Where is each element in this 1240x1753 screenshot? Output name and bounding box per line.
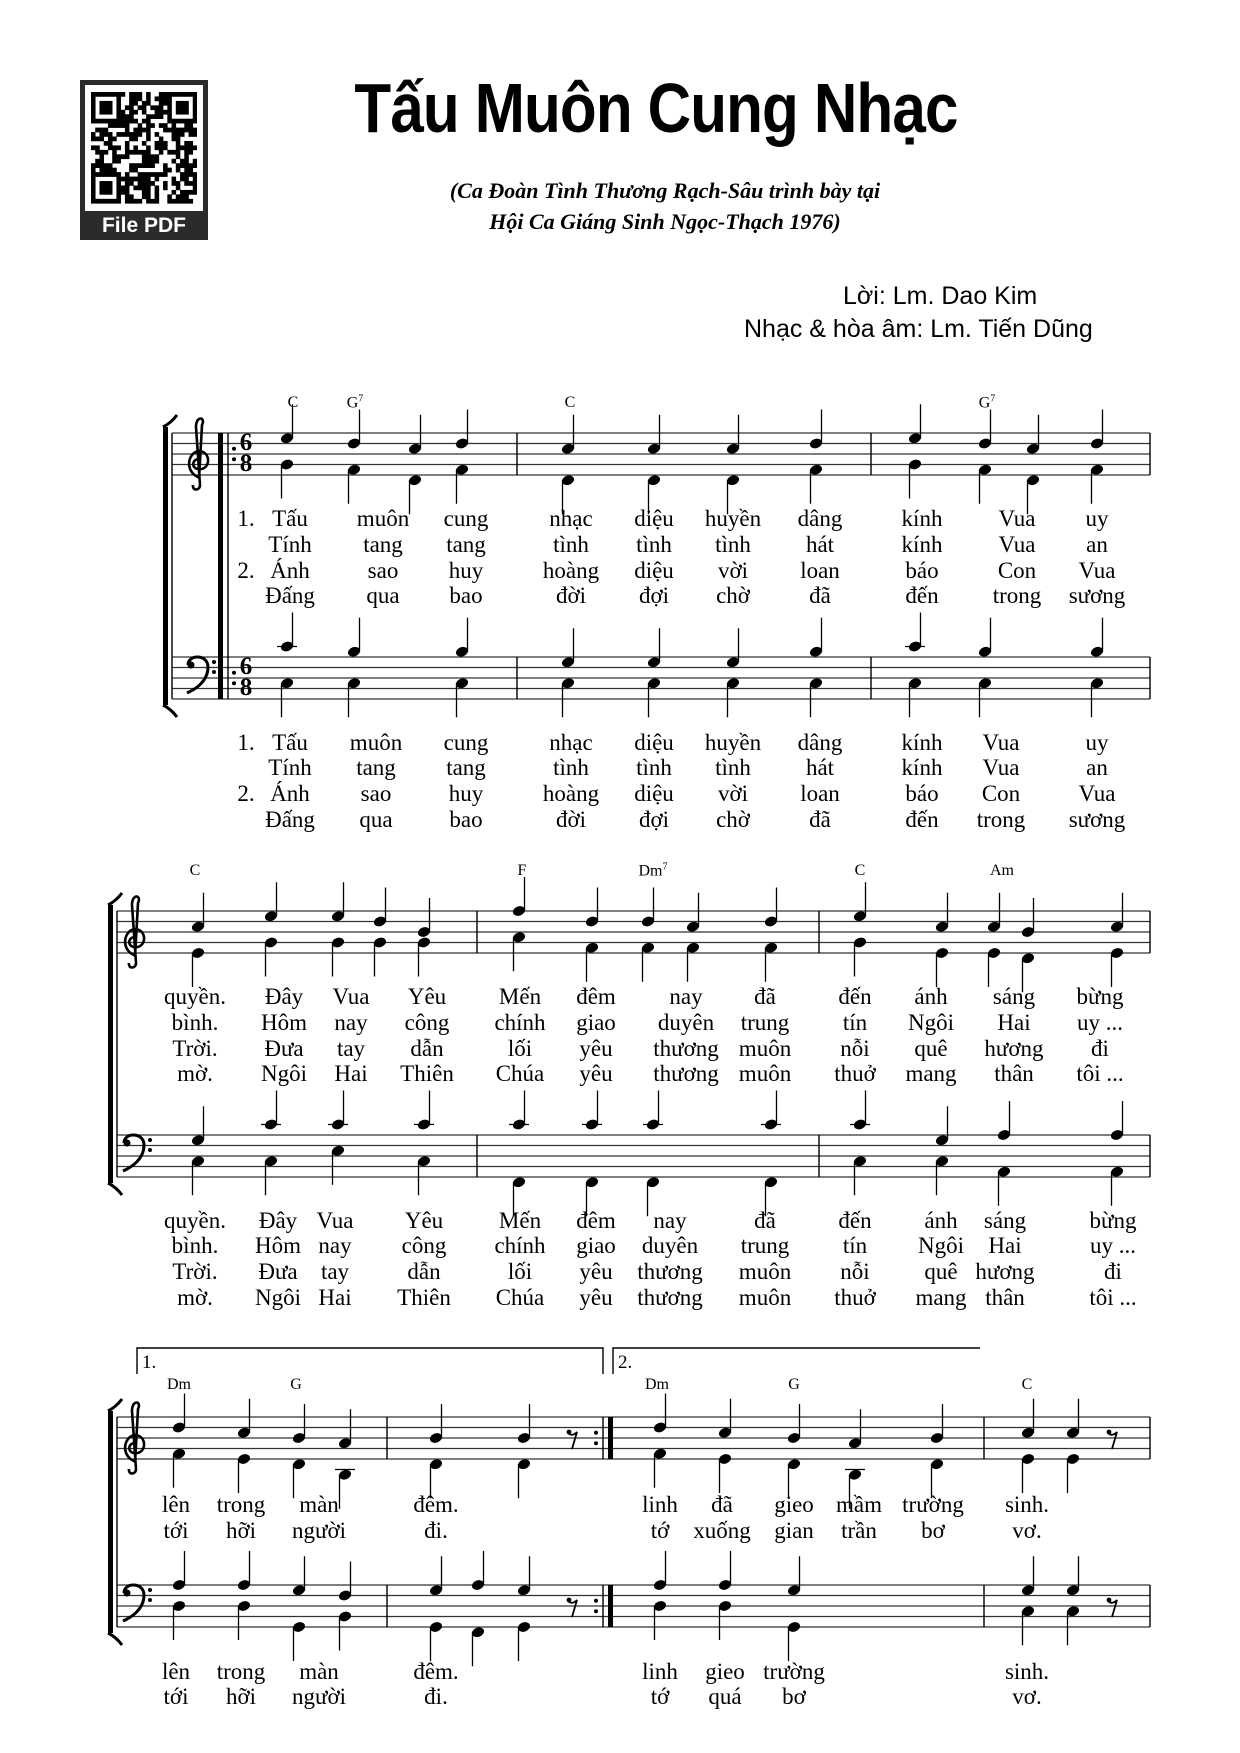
lyric-syllable: thương (637, 1285, 703, 1310)
lyric-syllable: đã (809, 807, 831, 832)
lyric-syllable: quyền. (164, 1208, 226, 1233)
chord-root: C (287, 394, 299, 411)
lyric-syllable: gieo (774, 1492, 814, 1517)
bass-clef-dot (148, 1148, 152, 1152)
lyric-syllable: tình (553, 755, 589, 780)
chord-symbol (167, 1376, 191, 1394)
chord-root: Dm (167, 1376, 191, 1393)
lyric-syllable: tang (363, 532, 403, 557)
verse-number: 1. (237, 506, 255, 531)
lyric-syllable: dâng (797, 506, 843, 531)
lyric-syllable: tôi ... (1089, 1285, 1137, 1310)
lyric-syllable: Hai (318, 1285, 352, 1310)
lyric-syllable: sương (1068, 807, 1126, 832)
lyric-syllable: an (1086, 532, 1108, 557)
lyric-syllable: Vua (1078, 558, 1116, 583)
lyric-syllable: yêu (579, 1061, 613, 1086)
lyric-syllable: huyền (704, 730, 762, 755)
bass-clef-dot (212, 670, 216, 674)
lyric-syllable: mờ. (177, 1061, 213, 1086)
lyric-syllable: nhạc (549, 730, 593, 755)
lyric-syllable: Vua (316, 1208, 354, 1233)
bracket-bottom (108, 1633, 122, 1645)
lyric-syllable: nhạc (549, 506, 593, 531)
lyric-syllable: Thiên (397, 1285, 451, 1310)
chord-root: Am (990, 862, 1014, 879)
lyric-syllable: loan (800, 558, 840, 583)
lyric-syllable: đời (555, 583, 587, 608)
lyric-syllable: yêu (579, 1259, 613, 1284)
lyricist-credit: Lời: Lm. Dao Kim (843, 282, 1038, 310)
lyric-syllable: vời (717, 781, 749, 806)
chord-symbol (190, 862, 201, 880)
lyric-syllable: tín (842, 1010, 868, 1035)
chord-root: G (290, 1376, 302, 1393)
lyric-syllable: qua (366, 583, 400, 608)
lyric-syllable: vơ. (1012, 1518, 1042, 1543)
eighth-rest-icon (568, 1600, 577, 1617)
subtitle-line-1: (Ca Đoàn Tình Thương Rạch-Sâu trình bày tại (449, 178, 881, 203)
lyric-syllable: Hai (988, 1233, 1022, 1258)
lyric-syllable: kính (901, 532, 943, 557)
lyric-syllable: muôn (349, 730, 403, 755)
lyric-syllable: đi (1091, 1036, 1109, 1061)
lyric-syllable: ánh (914, 984, 948, 1009)
lyric-syllable: quê (924, 1259, 958, 1284)
lyric-syllable: Ánh (270, 558, 310, 583)
lyric-syllable: người (291, 1684, 347, 1709)
lyric-syllable: Đấng (265, 807, 315, 832)
bracket-top (108, 893, 122, 905)
lyric-syllable: Tấu (272, 730, 308, 755)
lyric-syllable: đã (711, 1492, 733, 1517)
eighth-rest-dot (567, 1430, 572, 1435)
lyric-syllable: đi. (424, 1518, 448, 1543)
lyric-syllable: hỡi (225, 1684, 257, 1709)
lyric-syllable: Đây (264, 984, 304, 1009)
lyric-syllable: tớ (650, 1684, 670, 1709)
lyric-syllable: Con (997, 558, 1037, 583)
lyric-syllable: công (404, 1010, 450, 1035)
lyric-syllable: đã (754, 1208, 776, 1233)
bracket-bottom (163, 705, 177, 717)
lyric-syllable: trần (841, 1518, 877, 1543)
treble-clef-icon (125, 897, 144, 968)
lyric-syllable: Ngôi (261, 1061, 307, 1086)
composer-credit: Nhạc & hòa âm: Lm. Tiến Dũng (744, 315, 1093, 343)
bass-clef-dot (188, 662, 195, 669)
lyric-syllable: Ánh (270, 781, 310, 806)
lyric-syllable: quê (914, 1036, 948, 1061)
song-title: Tấu Muôn Cung Nhạc (354, 69, 958, 147)
chord-symbol (788, 1376, 800, 1394)
lyric-syllable: tôi ... (1076, 1061, 1124, 1086)
chord-root: C (564, 394, 576, 411)
lyric-syllable: gian (774, 1518, 814, 1543)
repeat-start-thick-bar (218, 433, 223, 475)
lyric-syllable: Chúa (495, 1061, 545, 1086)
lyric-syllable: thương (653, 1061, 719, 1086)
lyric-syllable: Chúa (495, 1285, 545, 1310)
chord-root: Dm (645, 1376, 669, 1393)
lyric-syllable: chính (494, 1233, 546, 1258)
lyric-syllable: báo (905, 781, 939, 806)
lyric-syllable: Đưa (264, 1036, 304, 1061)
volta-1-label: 1. (142, 1352, 157, 1373)
lyric-syllable: nay (669, 984, 703, 1009)
volta-2-bracket (613, 1348, 980, 1374)
lyric-syllable: đến (838, 984, 872, 1009)
lyric-syllable: uy ... (1090, 1233, 1136, 1258)
lyric-syllable: tới (163, 1684, 189, 1709)
lyric-syllable: đi (1104, 1259, 1122, 1284)
lyric-syllable: Hai (997, 1010, 1031, 1035)
lyric-syllable: tang (446, 755, 486, 780)
chord-root: C (854, 862, 866, 879)
lyric-syllable: Tính (268, 532, 312, 557)
lyric-syllable: sao (367, 558, 399, 583)
lyric-syllable: trong (216, 1659, 266, 1684)
lyric-syllable: huyền (704, 506, 762, 531)
lyric-syllable: giao (576, 1010, 616, 1035)
repeat-dot (594, 1609, 598, 1613)
lyric-syllable: muôn (738, 1285, 792, 1310)
lyric-syllable: đã (754, 984, 776, 1009)
chord-extension: 7 (358, 393, 364, 405)
lyric-syllable: công (401, 1233, 447, 1258)
lyric-syllable: muôn (356, 506, 410, 531)
verse-number: 1. (237, 730, 255, 755)
lyric-syllable: muôn (738, 1061, 792, 1086)
lyric-syllable: linh (642, 1492, 678, 1517)
lyric-syllable: Ngôi (918, 1233, 964, 1258)
bass-clef-dot (212, 660, 216, 664)
lyric-syllable: ánh (924, 1208, 958, 1233)
lyric-syllable: uy (1085, 730, 1109, 755)
lyric-syllable: tình (636, 755, 672, 780)
lyric-syllable: bơ (782, 1684, 806, 1709)
repeat-end-thick-bar (608, 1417, 613, 1459)
lyric-syllable: xuống (693, 1518, 751, 1543)
lyric-syllable: diệu (634, 781, 674, 806)
lyric-syllable: mang (915, 1285, 967, 1310)
bracket-top (163, 415, 177, 427)
chord-symbol (290, 1376, 302, 1394)
volta-1-bracket (137, 1348, 603, 1374)
eighth-rest-icon (1108, 1432, 1117, 1449)
volta-2-label: 2. (618, 1352, 633, 1373)
lyric-syllable: Vua (998, 506, 1036, 531)
treble-time-signature-bottom: 8 (239, 450, 253, 477)
lyric-syllable: đến (838, 1208, 872, 1233)
lyric-syllable: nay (653, 1208, 687, 1233)
eighth-rest-dot (567, 1598, 572, 1603)
lyric-syllable: Ngôi (255, 1285, 301, 1310)
chord-root: Dm (638, 862, 663, 880)
lyric-syllable: vời (717, 558, 749, 583)
eighth-rest-dot (1107, 1598, 1112, 1603)
lyric-syllable: Đấng (265, 583, 315, 608)
lyric-syllable: giao (576, 1233, 616, 1258)
lyric-syllable: sương (1068, 583, 1126, 608)
chord-symbol (645, 1376, 669, 1394)
lyric-syllable: kính (901, 506, 943, 531)
lyric-syllable: Mến (498, 1208, 542, 1233)
repeat-connector (218, 475, 223, 657)
lyric-syllable: vơ. (1012, 1684, 1042, 1709)
lyric-syllable: hương (975, 1259, 1035, 1284)
chord-root: C (1021, 1376, 1033, 1393)
system-bracket (108, 905, 113, 1183)
lyric-syllable: nay (318, 1233, 352, 1258)
lyric-syllable: thân (985, 1285, 1025, 1310)
lyric-syllable: duyên (641, 1233, 699, 1258)
verse-number: 2. (237, 781, 255, 806)
chord-symbol (565, 394, 576, 412)
lyric-syllable: tang (356, 755, 396, 780)
lyric-syllable: lên (161, 1492, 191, 1517)
lyric-syllable: bình. (171, 1233, 219, 1258)
chord-symbol (855, 862, 866, 880)
bracket-top (108, 1399, 122, 1411)
chord-symbol (518, 862, 527, 880)
lyric-syllable: thương (637, 1259, 703, 1284)
lyric-syllable: uy (1085, 506, 1109, 531)
lyric-syllable: bừng (1076, 984, 1124, 1009)
lyric-syllable: chính (494, 1010, 546, 1035)
lyric-syllable: tới (163, 1518, 189, 1543)
chord-root: F (517, 862, 527, 879)
bass-clef-dot (124, 1590, 131, 1597)
bass-time-signature-bottom: 8 (239, 674, 253, 701)
lyric-syllable: tớ (650, 1518, 670, 1543)
lyric-syllable: bao (449, 807, 483, 832)
lyric-syllable: Vua (1078, 781, 1116, 806)
lyric-syllable: loan (800, 781, 840, 806)
lyric-syllable: người (291, 1518, 347, 1543)
lyric-syllable: tình (715, 532, 751, 557)
lyric-syllable: diệu (634, 730, 674, 755)
chord-root: G (978, 394, 991, 412)
lyric-syllable: trung (740, 1010, 790, 1035)
lyric-syllable: hoàng (542, 558, 600, 583)
lyric-syllable: tình (553, 532, 589, 557)
lyric-syllable: kính (901, 755, 943, 780)
lyric-syllable: Yêu (407, 984, 447, 1009)
lyric-syllable: Đây (258, 1208, 298, 1233)
lyric-syllable: Đưa (258, 1259, 298, 1284)
lyric-syllable: nỗi (840, 1259, 870, 1284)
lyric-syllable: duyên (657, 1010, 715, 1035)
eighth-rest-icon (1108, 1600, 1117, 1617)
lyric-syllable: chờ (716, 807, 750, 832)
lyric-syllable: chờ (716, 583, 750, 608)
lyric-syllable: đời (555, 807, 587, 832)
lyric-syllable: đến (905, 583, 939, 608)
lyric-syllable: dâng (797, 730, 843, 755)
lyric-syllable: mờ. (177, 1285, 213, 1310)
lyric-syllable: hát (805, 532, 835, 557)
lyric-syllable: bình. (171, 1010, 219, 1035)
lyric-syllable: màn (299, 1659, 339, 1684)
repeat-dot (594, 1431, 598, 1435)
lyric-syllable: gieo (705, 1659, 745, 1684)
chord-extension: 7 (662, 861, 668, 873)
lyric-syllable: Hôm (261, 1010, 307, 1035)
qr-label: File PDF (101, 214, 186, 237)
lyric-syllable: trung (740, 1233, 790, 1258)
lyric-syllable: muôn (738, 1036, 792, 1061)
bass-clef-dot (124, 1140, 131, 1147)
lyric-syllable: trường (763, 1659, 825, 1684)
lyric-syllable: đến (905, 807, 939, 832)
lyric-syllable: diệu (634, 506, 674, 531)
lyric-syllable: mang (905, 1061, 957, 1086)
lyric-syllable: huy (448, 781, 484, 806)
lyric-syllable: trong (992, 583, 1042, 608)
lyric-syllable: bừng (1089, 1208, 1137, 1233)
lyric-syllable: bao (449, 583, 483, 608)
chord-root: C (189, 862, 201, 879)
bracket-bottom (108, 1183, 122, 1195)
lyric-syllable: đợi (638, 807, 670, 832)
chord-symbol (990, 862, 1014, 880)
lyric-syllable: thương (653, 1036, 719, 1061)
lyric-syllable: Vua (982, 730, 1020, 755)
lyric-syllable: Con (981, 781, 1021, 806)
lyric-syllable: tình (636, 532, 672, 557)
lyric-syllable: cung (443, 730, 489, 755)
system-bracket (163, 427, 168, 705)
eighth-rest-icon (568, 1432, 577, 1449)
lyric-syllable: báo (905, 558, 939, 583)
lyric-syllable: đợi (638, 583, 670, 608)
treble-time-signature-top: 6 (239, 429, 253, 456)
lyric-syllable: Hôm (255, 1233, 301, 1258)
lyric-syllable: sao (360, 781, 392, 806)
lyric-syllable: sáng (983, 1208, 1027, 1233)
bass-clef-dot (148, 1138, 152, 1142)
lyric-syllable: yêu (579, 1036, 613, 1061)
lyric-syllable: đêm. (413, 1659, 459, 1684)
bass-time-signature-top: 6 (239, 653, 253, 680)
lyric-syllable: hỡi (225, 1518, 257, 1543)
lyric-syllable: Tấu (272, 506, 308, 531)
lyric-syllable: Mến (498, 984, 542, 1009)
chord-symbol (979, 394, 996, 413)
lyric-syllable: Vua (332, 984, 370, 1009)
chord-symbol (1022, 1376, 1033, 1394)
lyric-syllable: nay (334, 1010, 368, 1035)
lyric-syllable: sinh. (1004, 1492, 1050, 1517)
lyric-syllable: dẫn (407, 1259, 441, 1284)
lyric-syllable: lối (507, 1259, 533, 1284)
chord-root: G (788, 1376, 800, 1393)
lyric-syllable: sáng (992, 984, 1036, 1009)
lyric-syllable: hát (805, 755, 835, 780)
lyric-syllable: dẫn (410, 1036, 444, 1061)
repeat-dot (594, 1441, 598, 1445)
repeat-start-thick-bar (218, 657, 223, 699)
lyric-syllable: đêm. (413, 1492, 459, 1517)
verse-number: 2. (237, 558, 255, 583)
lyric-syllable: nỗi (840, 1036, 870, 1061)
repeat-end-thick-bar (608, 1585, 613, 1627)
lyric-syllable: trường (902, 1492, 964, 1517)
lyric-syllable: quyền. (164, 984, 226, 1009)
lyric-syllable: Vua (982, 755, 1020, 780)
chord-symbol (347, 394, 364, 413)
chord-root: G (346, 394, 359, 412)
lyric-syllable: yêu (579, 1285, 613, 1310)
lyric-syllable: huy (448, 558, 484, 583)
treble-clef-icon (125, 1403, 144, 1474)
lyric-syllable: an (1086, 755, 1108, 780)
lyric-syllable: Vua (998, 532, 1036, 557)
lyric-syllable: thuở (834, 1061, 876, 1086)
lyric-syllable: tang (446, 532, 486, 557)
lyric-syllable: diệu (634, 558, 674, 583)
subtitle-line-2: Hội Ca Giáng Sinh Ngọc-Thạch 1976) (489, 209, 841, 234)
lyric-syllable: màn (299, 1492, 339, 1517)
lyric-syllable: Tính (268, 755, 312, 780)
lyric-syllable: Hai (334, 1061, 368, 1086)
eighth-rest-dot (1107, 1430, 1112, 1435)
lyric-syllable: thuở (834, 1285, 876, 1310)
chord-symbol (639, 862, 668, 881)
lyric-syllable: linh (642, 1659, 678, 1684)
lyric-syllable: Yêu (404, 1208, 444, 1233)
lyric-syllable: lên (161, 1659, 191, 1684)
lyric-syllable: đi. (424, 1684, 448, 1709)
repeat-dot (594, 1599, 598, 1603)
lyric-syllable: Ngôi (908, 1010, 954, 1035)
bass-clef-dot (148, 1588, 152, 1592)
lyric-syllable: tay (320, 1259, 350, 1284)
lyric-syllable: đêm (576, 984, 616, 1009)
lyric-syllable: sinh. (1004, 1659, 1050, 1684)
lyric-syllable: trong (216, 1492, 266, 1517)
lyric-syllable: bơ (921, 1518, 945, 1543)
lyric-syllable: tay (336, 1036, 366, 1061)
lyric-syllable: hoàng (542, 781, 600, 806)
treble-clef-icon (189, 419, 208, 490)
lyric-syllable: cung (443, 506, 489, 531)
lyric-syllable: tín (842, 1233, 868, 1258)
lyric-syllable: tình (715, 755, 751, 780)
lyric-syllable: kính (901, 730, 943, 755)
lyric-syllable: Trời. (172, 1259, 218, 1284)
lyric-syllable: thân (994, 1061, 1034, 1086)
lyric-syllable: đã (809, 583, 831, 608)
lyric-syllable: muôn (738, 1259, 792, 1284)
lyric-syllable: hương (984, 1036, 1044, 1061)
system-bracket (108, 1411, 113, 1633)
lyric-syllable: lối (507, 1036, 533, 1061)
lyric-syllable: đêm (576, 1208, 616, 1233)
lyric-syllable: Thiên (400, 1061, 454, 1086)
lyric-syllable: quá (708, 1684, 742, 1709)
lyric-syllable: qua (359, 807, 393, 832)
bass-clef-dot (148, 1598, 152, 1602)
lyric-syllable: mầm (836, 1492, 882, 1517)
lyric-syllable: Trời. (172, 1036, 218, 1061)
lyric-syllable: uy ... (1077, 1010, 1123, 1035)
lyric-syllable: trong (976, 807, 1026, 832)
chord-extension: 7 (990, 393, 996, 405)
chord-symbol (288, 394, 299, 412)
